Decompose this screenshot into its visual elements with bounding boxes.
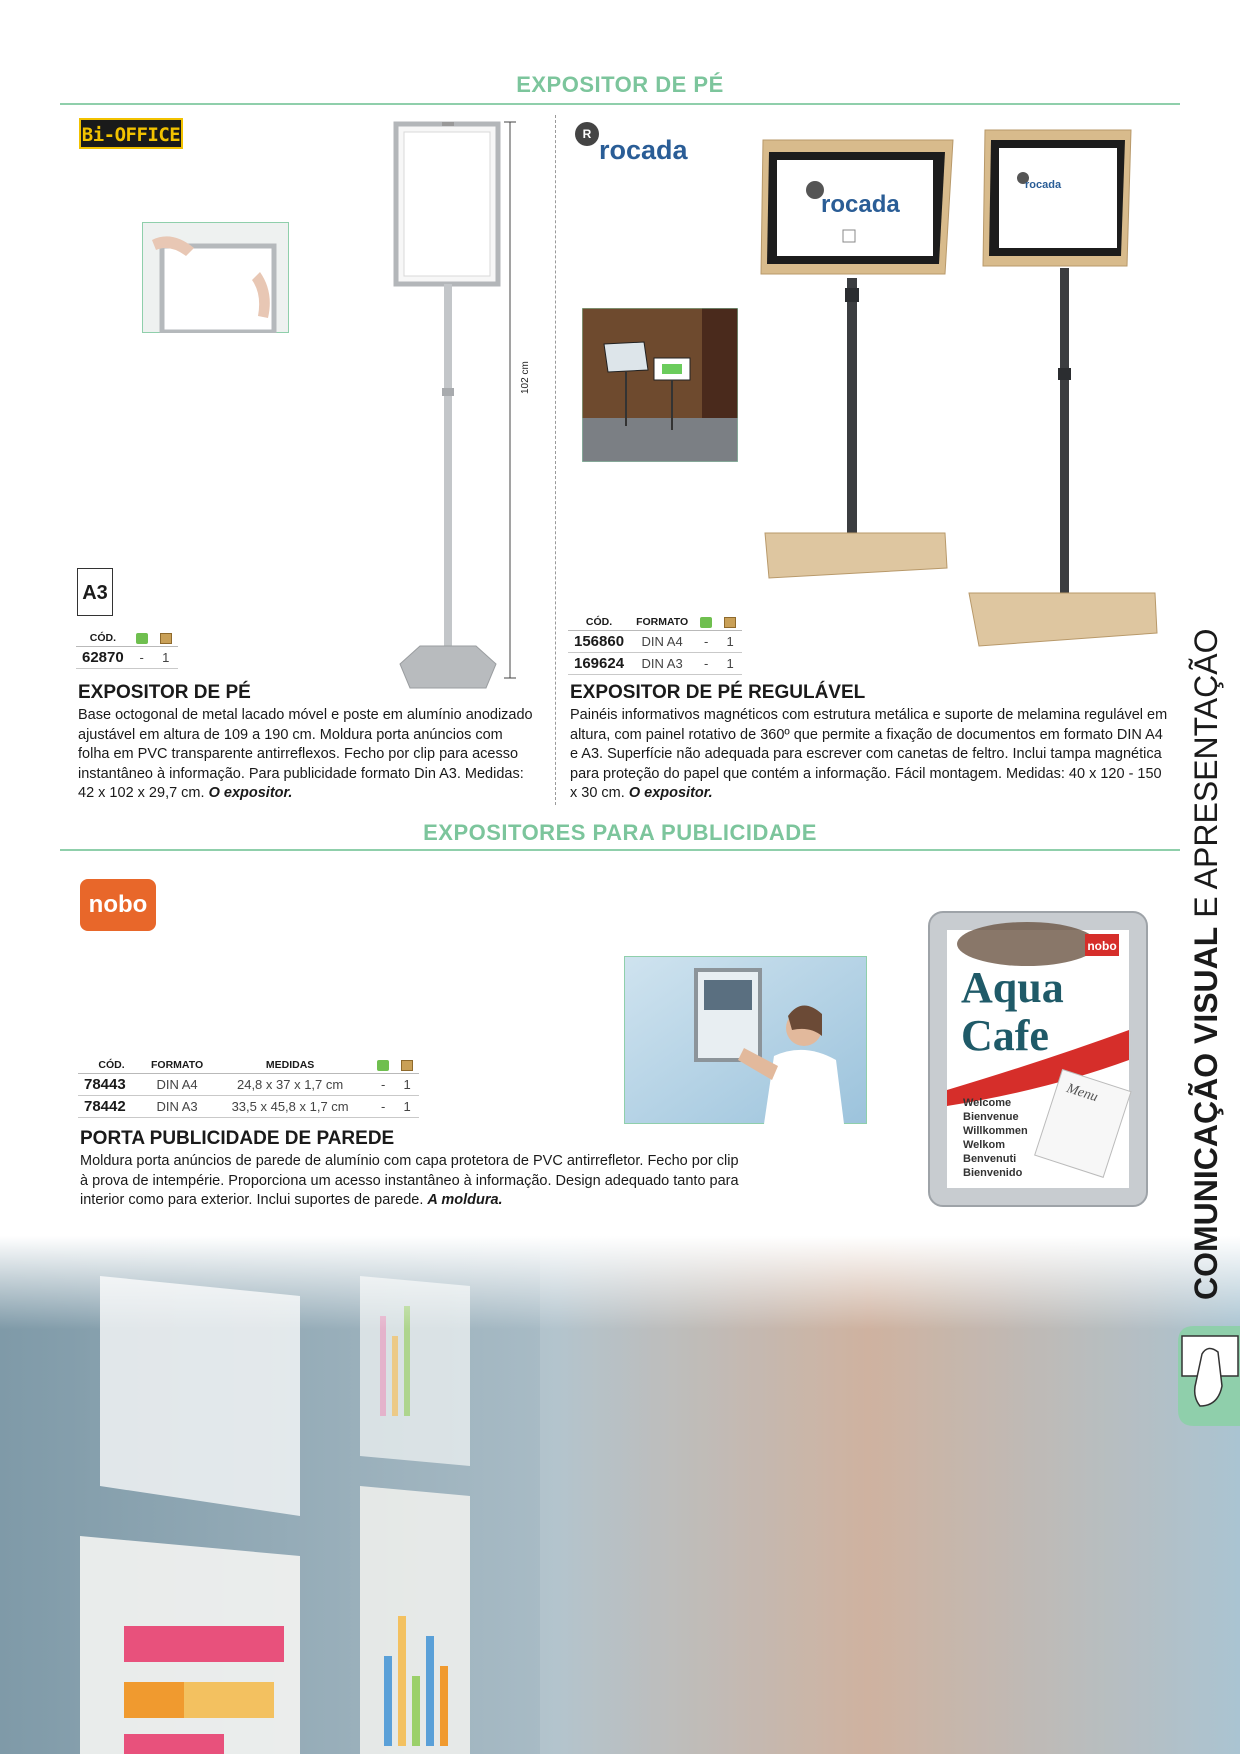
product2-title: EXPOSITOR DE PÉ REGULÁVEL: [570, 682, 866, 703]
nobo-logo: nobo: [80, 879, 156, 931]
poster-line2: Cafe: [961, 1011, 1049, 1060]
table-row: [78, 1074, 419, 1096]
pack-box-value: 1: [395, 1074, 419, 1096]
table-row: [568, 653, 742, 675]
pack-green-value: -: [694, 653, 718, 675]
poster-brand-text: nobo: [1087, 939, 1117, 953]
column-divider: [555, 115, 556, 805]
section-tab-hand-icon: [1178, 1326, 1240, 1426]
product-measures: 24,8 x 37 x 1,7 cm: [209, 1074, 371, 1096]
bioffice-logo: Bi-OFFICE: [79, 118, 183, 149]
pack-box-icon: [154, 630, 178, 647]
product-code: 169624: [568, 653, 630, 675]
office-background-photo: [0, 1236, 1240, 1754]
poster-menu-text: Menu: [1064, 1081, 1100, 1106]
poster-greeting: Bienvenido: [963, 1167, 1023, 1179]
section-side-label: COMUNICAÇÃO VISUAL E APRESENTAÇÃO: [1188, 628, 1224, 1300]
product-code: 156860: [568, 631, 630, 653]
height-dimension-label: 102 cm: [520, 361, 531, 394]
col-code-header: CÓD.: [78, 1057, 145, 1074]
product-format: DIN A3: [630, 653, 694, 675]
pack-green-value: -: [371, 1074, 395, 1096]
product-code: 78443: [78, 1074, 145, 1096]
section-title-publicidade: EXPOSITORES PARA PUBLICIDADE: [423, 820, 817, 845]
sign-rocada-small-text: rocada: [1025, 179, 1062, 191]
pack-box-value: 1: [154, 647, 178, 669]
poster-greeting: Welkom: [963, 1139, 1005, 1151]
pack-box-value: 1: [395, 1096, 419, 1118]
section-rule: [60, 103, 1180, 105]
col-code-header: CÓD.: [76, 630, 130, 647]
product1-spec-table: [76, 630, 178, 669]
section-title-expositor-pe: EXPOSITOR DE PÉ: [516, 72, 724, 97]
product-code: 78442: [78, 1096, 145, 1118]
product3-description: Moldura porta anúncios de parede de alumínio com capa protetora de PVC antirrefletor. Fecho por clip à prova de intempérie. Proporciona um acesso instantâneo à informação. Design adequado tanto para interior como para exterior. Inclui suportes de parede. A moldura.: [80, 1153, 739, 1208]
pack-box-value: 1: [718, 631, 742, 653]
table-row: [78, 1096, 419, 1118]
stands-in-use-photo: [582, 308, 738, 462]
pack-green-icon: [371, 1057, 395, 1074]
pack-box-icon: [395, 1057, 419, 1074]
product3-title: PORTA PUBLICIDADE DE PAREDE: [80, 1128, 395, 1149]
product2-description: Painéis informativos magnéticos com estrutura metálica e suporte de melamina regulável em altura, com painel rotativo de 360º que permite a fixação de documentos em formato DIN A4 e A3. Superfície não adequada para escrever com canetas de feltro. Inclui tampa magnética para proteção do papel que contém a informação. Fácil montagem. Medidas: 40 x 120 - 150 x 30 cm. O expositor.: [570, 707, 1168, 801]
product-format: DIN A3: [145, 1096, 209, 1118]
aqua-cafe-poster-frame-image: [927, 910, 1149, 1208]
section-rule: [60, 849, 1180, 851]
table-row: [568, 631, 742, 653]
sign-rocada-text: rocada: [821, 191, 900, 218]
pack-green-icon: [694, 614, 718, 631]
product1-title: EXPOSITOR DE PÉ: [78, 682, 251, 703]
pack-green-value: -: [371, 1096, 395, 1118]
adjustable-stand-a3-image: [965, 128, 1165, 663]
table-row: [76, 647, 178, 669]
rocada-logo-mark-icon: R: [575, 122, 599, 146]
poster-line1: Aqua: [961, 963, 1064, 1012]
wall-frame-in-use-photo: [624, 956, 867, 1124]
product-code: 62870: [76, 647, 130, 669]
a3-format-icon: A3: [77, 568, 113, 616]
poster-greeting: Willkommen: [963, 1125, 1028, 1137]
pack-green-value: -: [694, 631, 718, 653]
frame-clip-detail-image: [142, 222, 289, 333]
floor-stand-a3-image: [390, 118, 550, 698]
poster-greeting: Bienvenue: [963, 1111, 1019, 1123]
product-format: DIN A4: [145, 1074, 209, 1096]
col-format-header: FORMATO: [145, 1057, 209, 1074]
product-measures: 33,5 x 45,8 x 1,7 cm: [209, 1096, 371, 1118]
poster-greeting: Benvenuti: [963, 1153, 1017, 1165]
poster-greeting: Welcome: [963, 1097, 1012, 1109]
product-format: DIN A4: [630, 631, 694, 653]
pack-box-value: 1: [718, 653, 742, 675]
adjustable-stand-a4-image: [755, 138, 955, 583]
pack-green-icon: [130, 630, 154, 647]
product1-description: Base octogonal de metal lacado móvel e poste em alumínio anodizado ajustável em altura de 109 a 190 cm. Moldura porta anúncios com folha em PVC transparente antirreflexos. Fecho por clip para acesso instantâneo à informação. Para publicidade formato Din A3. Medidas: 42 x 102 x 29,7 cm. O expositor.: [78, 707, 533, 801]
product3-spec-table: [78, 1057, 419, 1118]
pack-green-value: -: [130, 647, 154, 669]
col-code-header: CÓD.: [568, 614, 630, 631]
col-measures-header: MEDIDAS: [209, 1057, 371, 1074]
col-format-header: FORMATO: [630, 614, 694, 631]
pack-box-icon: [718, 614, 742, 631]
product2-spec-table: [568, 614, 742, 675]
